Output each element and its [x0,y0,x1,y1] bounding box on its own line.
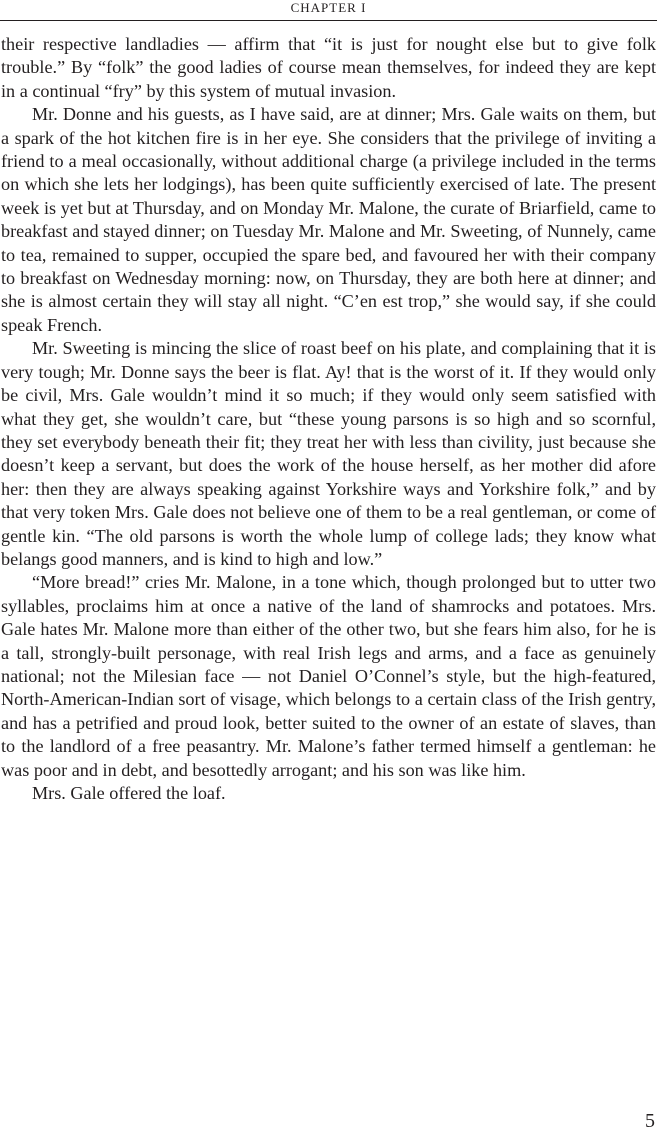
running-head: CHAPTER I [290,0,367,15]
paragraph: Mr. Sweeting is mincing the slice of roast beef on his plate, and complaining that it is very tough; Mr. Donne says the beer is flat. Ay! that is the worst of it. If they would only be civil, Mrs. Gale wouldn’t mind it so much; if they would only seem satisfied with what they get, she wouldn’t care, but “these young parsons is so high and so scornful, they set everybody beneath their fit; they treat her with less than civility, just because she doesn’t keep a servant, but does the work of the house herself, as her mother did afore her: then they are always speaking against Yorkshire ways and Yorkshire folk,” and by that very token Mrs. Gale does not believe one of them to be a real gentleman, or come of gentle kin. “The old parsons is worth the whole lump of college lads; they know what belangs good manners, and is kind to high and low.” [1,338,656,569]
paragraph: “More bread!” cries Mr. Malone, in a tone which, though prolonged but to utter two syllables, proclaims him at once a native of the land of shamrocks and potatoes. Mrs. Gale hates Mr. Malone more than either of the other two, but she fears him also, for he is a tall, strongly-built personage, with real Irish legs and arms, and a face as genuinely national; not the Milesian face — not Daniel O’Connel’s style, but the high-featured, North-American-Indian sort of visage, which belongs to a certain class of the Irish gentry, and has a petrified and proud look, better suited to the owner of an estate of slaves, than to the landlord of a free peasantry. Mr. Malone’s father termed himself a gentleman: he was poor and in debt, and besottedly arrogant; and his son was like him. [1,572,656,780]
paragraph: Mr. Donne and his guests, as I have said, are at dinner; Mrs. Gale waits on them, but a spark of the hot kitchen fire is in her eye. She considers that the privilege of inviting a friend to a meal occasionally, without additional charge (a privilege included in the terms on which she lets her lodgings), has been quite sufficiently exercised of late. The present week is yet but at Thursday, and on Monday Mr. Malone, the curate of Briarfield, came to breakfast and stayed dinner; on Tuesday Mr. Malone and Mr. Sweeting, of Nunnely, came to tea, remained to supper, occupied the spare bed, and favoured her with their company to breakfast on Wednesday morning: now, on Thursday, they are both here at dinner; and she is almost certain they will stay all night. “C’en est trop,” she would say, if she could speak French. [1,104,656,335]
paragraph: their respective landladies — affirm that “it is just for nought else but to give folk trouble.” By “folk” the good ladies of course mean themselves, for indeed they are kept in a continual “fry” by this system of mutual invasion. [1,34,656,101]
header-rule [0,20,657,21]
page-number: 5 [645,1110,655,1132]
body-text [1,33,656,805]
paragraph: Mrs. Gale offered the loaf. [32,783,226,803]
